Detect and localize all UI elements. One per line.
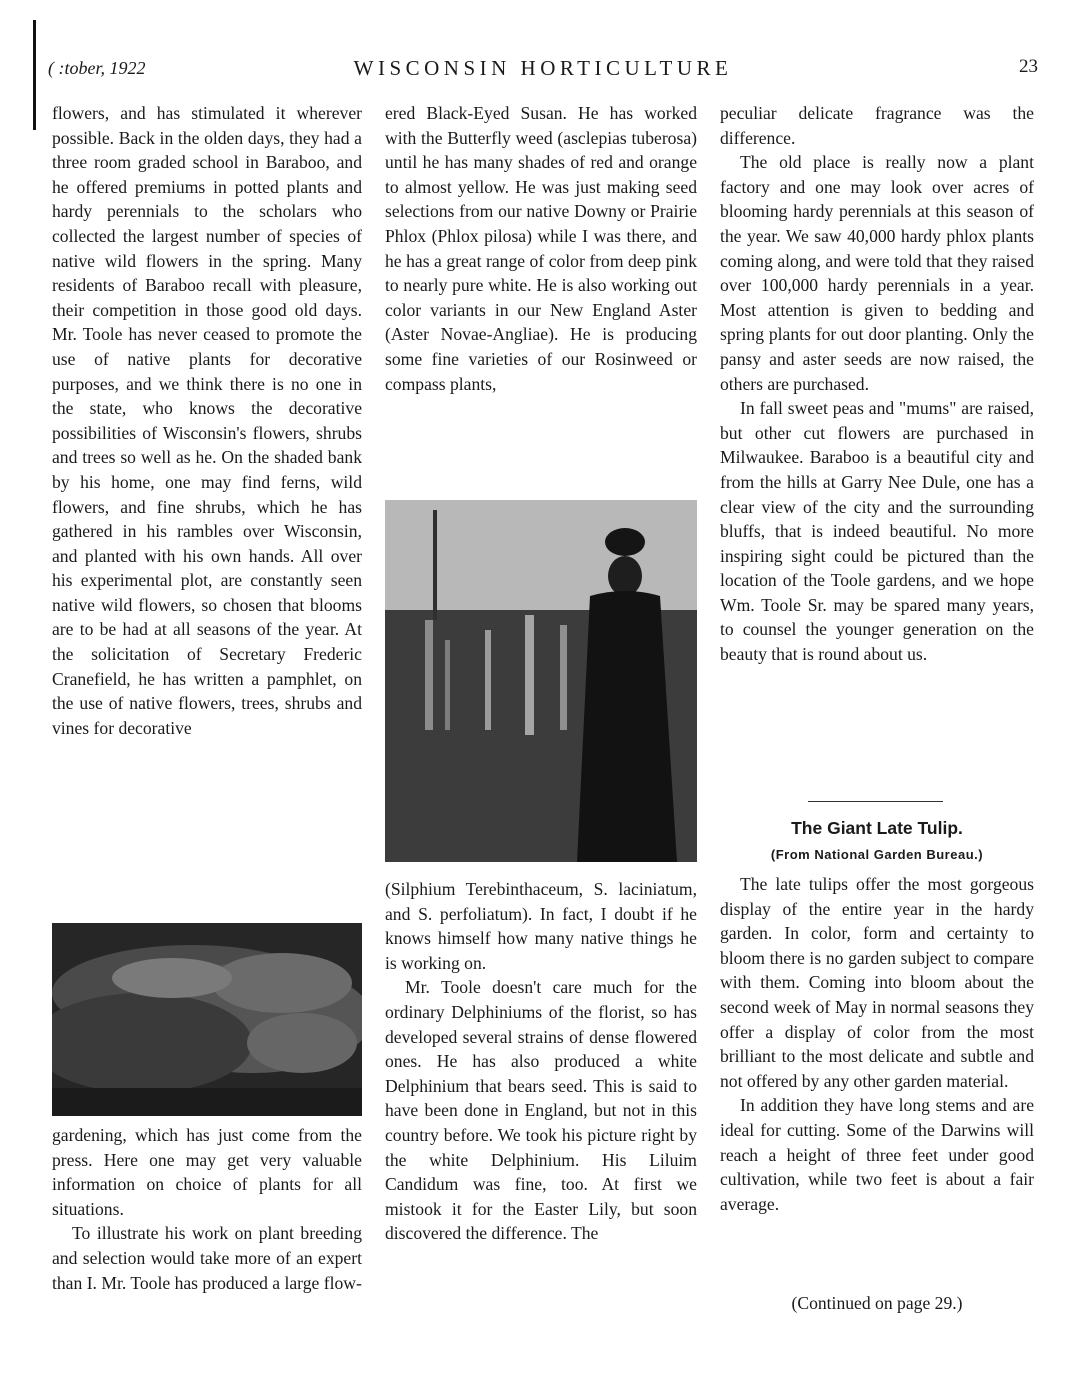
issue-date: ( :tober, 1922 xyxy=(48,58,146,78)
magazine-title: WISCONSIN HORTICULTURE xyxy=(353,56,733,80)
paragraph: gardening, which has just come from the press. Here one may get very valuable information on choice of plants for all situations. xyxy=(52,1125,362,1219)
article-title: The Giant Late Tulip. xyxy=(791,818,963,838)
paragraph: ered Black-Eyed Susan. He has worked with the Butterfly weed (asclepias tuberosa) until he has many shades of red and orange to almost yellow. He was just making seed selections from our native Downy or Prairie Phlox (Phlox pilosa) while I was there, and he has a great range of color from deep pink to nearly pure white. He is also working out color variants in our New England Aster (Aster Novae-Angliae). He is producing some fine varieties of our Rosinweed or compass plants, xyxy=(385,103,697,394)
section-divider xyxy=(808,801,943,802)
page-header xyxy=(48,58,1038,88)
paragraph: To illustrate his work on plant breeding and selection would take more of an expert than I. Mr. Toole has produced a large flow- xyxy=(52,1223,362,1293)
paragraph: flowers, and has stimulated it wherever possible. Back in the olden days, they had a three room graded school in Baraboo, and he offered premiums in potted plants and hardy perennials to the scholars who collected the largest number of species of native wild flowers in the spring. Many residents of Baraboo recall with pleasure, their competition in those good old days. Mr. Toole has never ceased to promote the use of native plants for decorative purposes, and we think there is no one in the state, who knows the decorative possibilities of Wisconsin's flowers, shrubs and trees so well as he. On the shaded bank by his home, one may find ferns, wild flowers, and fine shrubs, which he has gathered in his rambles over Wisconsin, and planted with his own hands. All over his experimental plot, are constantly seen native wild flowers, so chosen that blooms are to be had at all seasons of the year. At the solicitation of Secretary Frederic Cranefield, he has written a pamphlet, on the use of native flowers, trees, shrubs and vines for decorative xyxy=(52,103,362,738)
photo-native-plants-shrub xyxy=(52,923,362,1116)
column-3-top-text xyxy=(720,101,1034,667)
paragraph: Mr. Toole doesn't care much for the ordinary Delphiniums of the florist, so has developed several strains of dense flowered ones. He has also produced a white Delphinium that bears seed. This is said to have been done in England, but not in this country before. We took his picture right by the white Delphinium. His Liluim Candidum was fine, too. At first we mistook it for the Easter Lily, but soon discovered the difference. The xyxy=(385,977,697,1244)
column-1-bottom-text xyxy=(52,1123,362,1295)
column-1-top-text xyxy=(52,101,362,740)
continued-note: (Continued on page 29.) xyxy=(791,1293,963,1313)
paragraph: The old place is really now a plant factory and one may look over acres of blooming hardy perennials at this season of the year. We saw 40,000 hardy phlox plants coming along, and were told that they raised over 100,000 hardy perennials in a year. Most attention is given to bedding and spring plants for out door planting. Only the pansy and aster seeds are now raised, the others are purchased. xyxy=(720,152,1034,394)
shrub-photo-illustration xyxy=(52,923,362,1116)
article-source: (From National Garden Bureau.) xyxy=(770,847,984,862)
column-3-bottom-text xyxy=(720,872,1034,1216)
paragraph: (Silphium Terebinthaceum, S. laciniatum, and S. perfoliatum). In fact, I doubt if he knows himself how many native things he is working on. xyxy=(385,879,697,973)
paragraph: peculiar delicate fragrance was the difference. xyxy=(720,103,1034,148)
paragraph: The late tulips offer the most gorgeous display of the entire year in the hardy garden. In color, form and certainty to bloom there is no garden subject to compare with them. Coming into bloom about the second week of May in normal seasons they offer a display of color from the most brilliant to the most delicate and subtle and not offered by any other garden material. xyxy=(720,874,1034,1091)
portrait-photo-illustration xyxy=(385,500,697,862)
binding-rule xyxy=(33,20,36,130)
page-number: 23 xyxy=(1019,56,1038,77)
photo-mr-toole-delphinium xyxy=(385,500,697,862)
paragraph: In fall sweet peas and "mums" are raised, but other cut flowers are purchased in Milwaukee. Baraboo is a beautiful city and from the hills at Garry Nee Dule, one has a clear view of the city and the surrounding bluffs, that is indeed beautiful. No more inspiring sight could be pictured than the location of the Toole gardens, and we hope Wm. Toole Sr. may be spared many years, to counsel the younger generation on the beauty that is round about us. xyxy=(720,398,1034,665)
column-2-top-text xyxy=(385,101,697,396)
paragraph: In addition they have long stems and are ideal for cutting. Some of the Darwins will reach a height of three feet under good cultivation, while two feet is about a fair average. xyxy=(720,1095,1034,1214)
column-2-bottom-text xyxy=(385,877,697,1246)
